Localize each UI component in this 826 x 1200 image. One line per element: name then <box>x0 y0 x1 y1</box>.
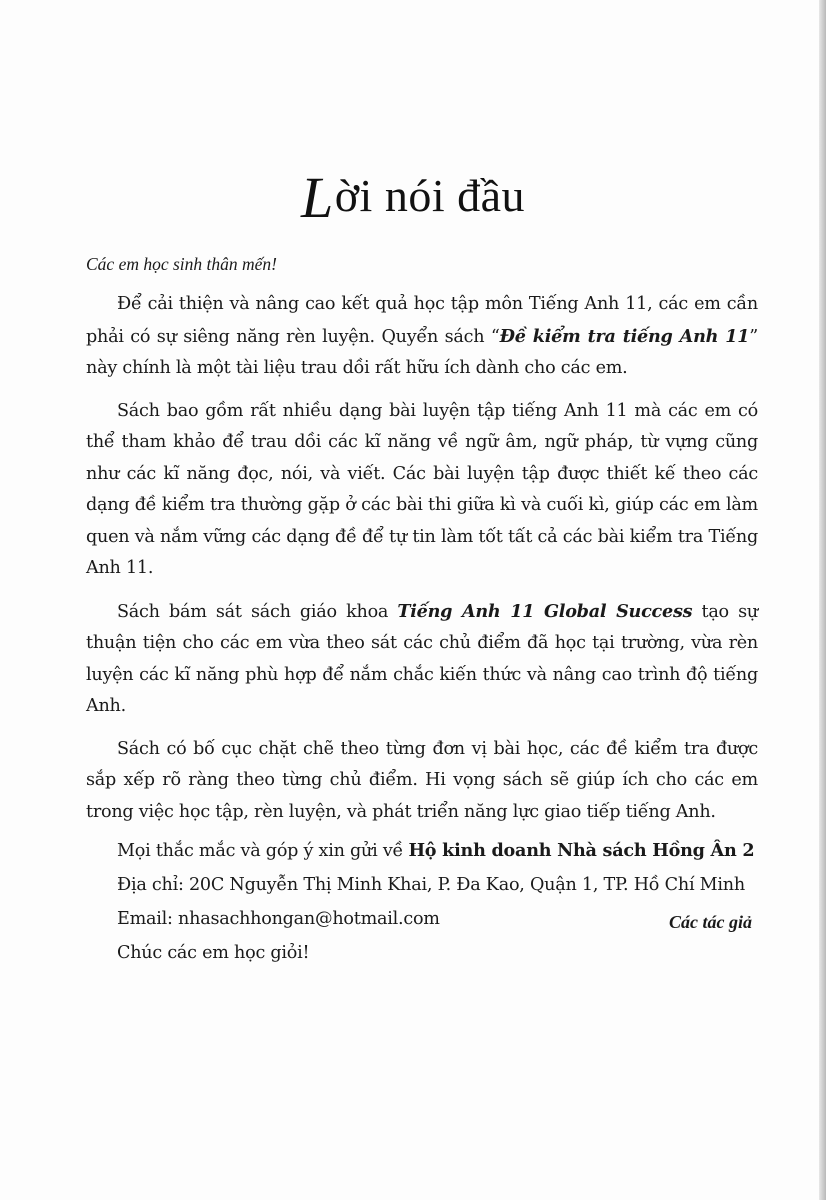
address-line: Địa chỉ: 20C Nguyễn Thị Minh Khai, P. Đa Kao, Quận 1, TP. Hồ Chí Minh <box>117 875 745 895</box>
page-title <box>0 158 826 230</box>
email-line: Email: nhasachhongan@hotmail.com <box>117 909 440 929</box>
closing-line: Chúc các em học giỏi! <box>117 943 310 963</box>
publisher-name: Hộ kinh doanh Nhà sách Hồng Ân 2 <box>408 840 755 861</box>
book-title: Đề kiểm tra tiếng Anh 11 <box>499 325 750 347</box>
paragraph-3: Sách bám sát sách giáo khoa Tiếng Anh 11 Global Success tạo sự thuận tiện cho các em vừa theo sát các chủ điểm đã học tại trường, vừa rèn luyện các kĩ năng phù hợp để nắm chắc kiến thức và nâng cao trình độ tiếng Anh. <box>86 600 758 716</box>
paragraph-4: Sách có bố cục chặt chẽ theo từng đơn vị bài học, các đề kiểm tra được sắp xếp rõ ràng theo từng chủ điểm. Hi vọng sách sẽ giúp ích cho các em trong việc học tập, rèn luyện, và phát triển năng lực giao tiếp tiếng Anh. <box>86 738 758 822</box>
greeting: Các em học sinh thân mến! <box>86 254 278 274</box>
contact-line: Mọi thắc mắc và góp ý xin gửi về Hộ kinh doanh Nhà sách Hồng Ân 2 <box>117 840 755 861</box>
textbook-title: Tiếng Anh 11 Global Success <box>397 600 693 622</box>
title-initial: L <box>300 165 334 230</box>
signature: Các tác giả <box>669 912 752 932</box>
preface-body <box>86 254 758 975</box>
title-rest: ời nói đầu <box>334 170 526 221</box>
paragraph-2: Sách bao gồm rất nhiều dạng bài luyện tập tiếng Anh 11 mà các em có thể tham khảo để trau dồi các kĩ năng về ngữ âm, ngữ pháp, từ vựng cũng như các kĩ năng đọc, nói, và viết. Các bài luyện tập được thiết kế theo các dạng đề kiểm tra thường gặp ở các bài thi giữa kì và cuối kì, giúp các em làm quen và nắm vững các dạng đề để tự tin làm tốt tất cả các bài kiểm tra Tiếng Anh 11. <box>86 400 758 578</box>
paragraph-1: Để cải thiện và nâng cao kết quả học tập môn Tiếng Anh 11, các em cần phải có sự siêng năng rèn luyện. Quyển sách “Đề kiểm tra tiếng Anh 11” này chính là một tài liệu trau dồi rất hữu ích dành cho các em. <box>86 294 759 378</box>
